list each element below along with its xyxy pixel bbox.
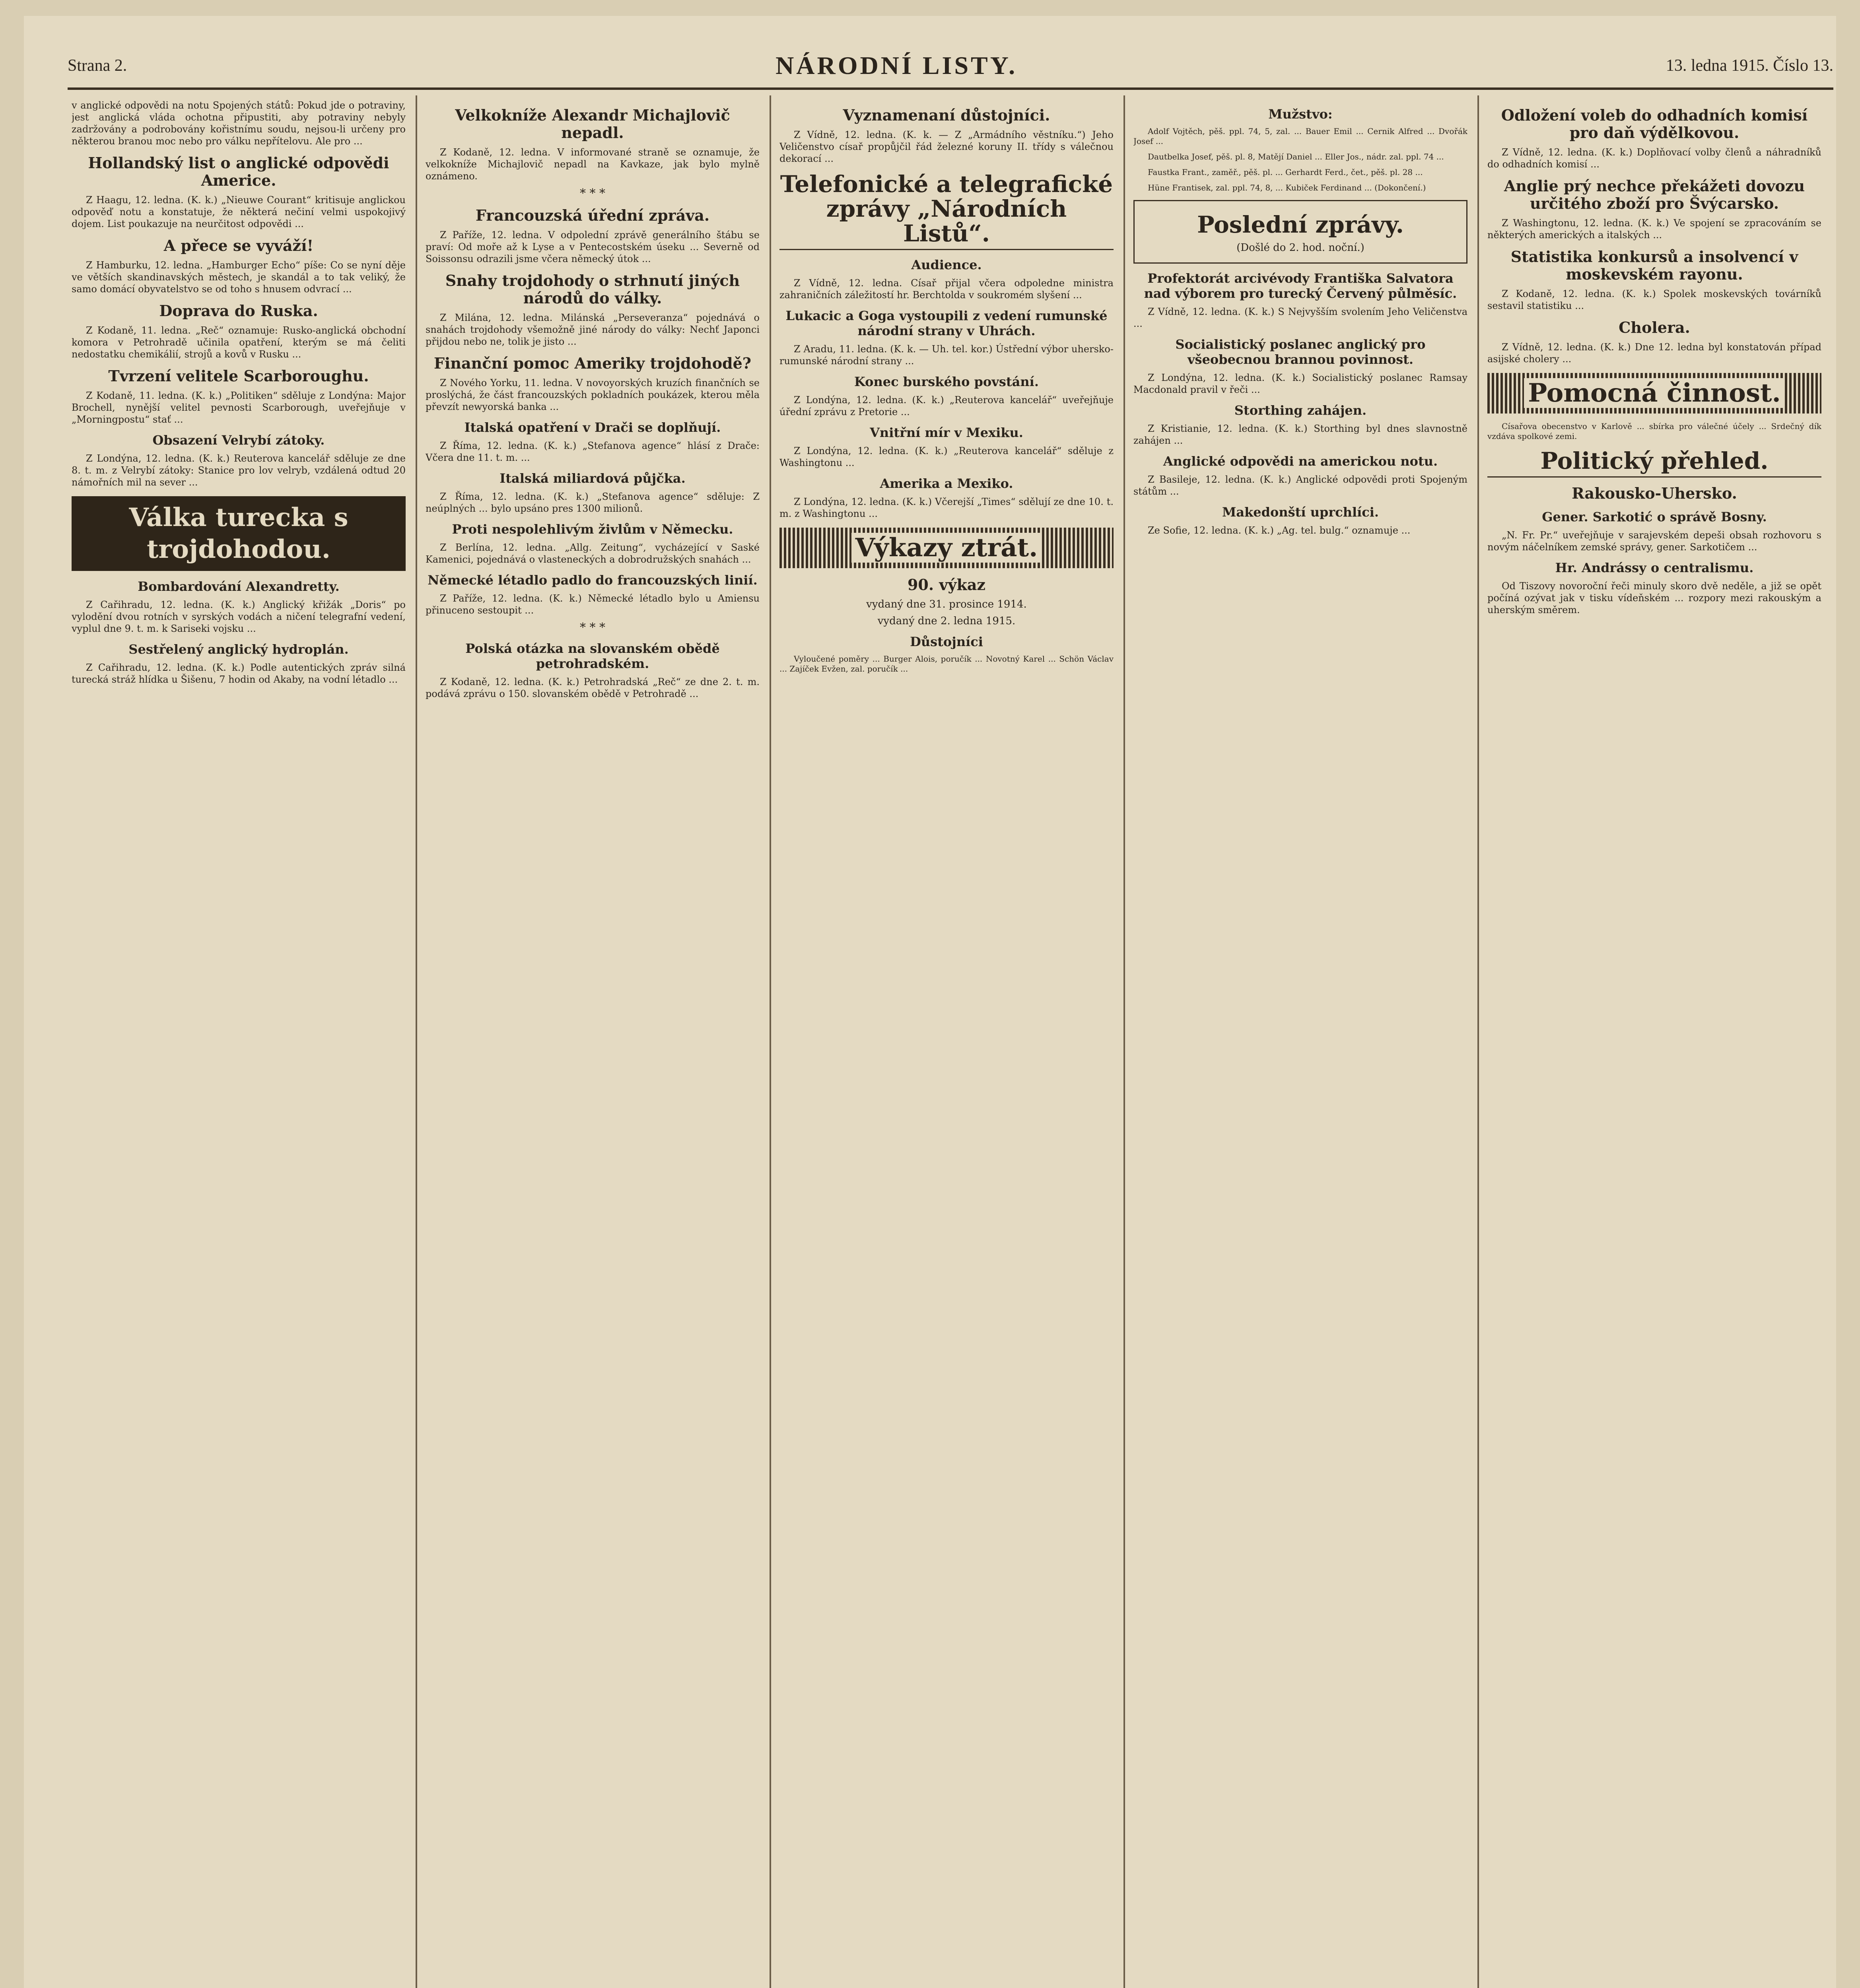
article-heading: Socialistický poslanec anglický pro všeobecnou brannou povinnost.: [1175, 337, 1426, 367]
article-text: Z Vídně, 12. ledna. Císař přijal včera odpoledne ministra zahraničních záležitostí hr. Berchtolda v soukromém slyšení ...: [779, 278, 1114, 301]
latest-news-box: [1133, 200, 1467, 264]
article-heading: Hollandský list o anglické odpovědi Americe.: [88, 154, 389, 189]
article-heading: Rakousko-Uhersko.: [1572, 484, 1737, 502]
article-text: Ze Sofie, 12. ledna. (K. k.) „Ag. tel. bulg.“ oznamuje ...: [1148, 525, 1411, 536]
article-heading: Mužstvo:: [1268, 107, 1333, 122]
banner-text: Pomocná činnost.: [1524, 378, 1785, 408]
section-subtitle: (Došlé do 2. hod. noční.): [1236, 242, 1364, 254]
article-text: Z Basileje, 12. ledna. (K. k.) Anglické odpovědi proti Spojeným státům ...: [1133, 474, 1467, 497]
article-heading: Vnitřní mír v Mexiku.: [870, 425, 1023, 440]
article-text: Z Říma, 12. ledna. (K. k.) „Stefanova agence“ sděluje: Z neúplných ... bylo upsáno pres 1300 milionů.: [426, 491, 760, 514]
column-rule: [416, 95, 417, 1988]
section-banner: Poslední zprávy.: [1197, 211, 1404, 238]
column-rule: [770, 95, 771, 1988]
column-rule: [1477, 95, 1479, 1988]
section-banner: Politický přehled.: [1487, 448, 1821, 478]
article-text: Z Kodaně, 12. ledna. (K. k.) Petrohradská „Reč“ ze dne 2. t. m. podává zprávu o 150. slovanském obědě v Petrohradě ...: [426, 676, 760, 699]
article-heading: Cholera.: [1619, 318, 1690, 336]
article-heading: Sestřelený anglický hydroplán.: [128, 642, 349, 657]
casualty-list: Dautbelka Josef, pěš. pl. 8, Matějí Daniel ... Eller Jos., nádr. zal. ppl. 74 ...: [1148, 152, 1444, 161]
column-5: [1487, 99, 1821, 1988]
article-heading: Lukacic a Goga vystoupili z vedení rumunské národní strany v Uhrách.: [785, 308, 1108, 338]
article-heading: Gener. Sarkotić o správě Bosny.: [1542, 509, 1767, 524]
article-text: Od Tiszovy novoroční řeči minuly skoro dvě neděle, a již se opět počíná ozývat jak v tisku vídeňském ... rozpory mezi rakouským a uherským směrem.: [1487, 580, 1821, 615]
article-text: Z Milána, 12. ledna. Milánská „Perseveranza“ pojednává o snahách trojdohody všemožně jiné národy do války: Nechť Japonci přijdou nebo ne, tolik je jisto ...: [426, 312, 760, 347]
article-heading: Italská opatření v Drači se doplňují.: [464, 420, 721, 435]
column-1: [72, 99, 406, 1988]
list-date: vydaný dne 2. ledna 1915.: [877, 615, 1016, 627]
article-heading: Anglie prý nechce překážeti dovozu určitého zboží pro Švýcarsko.: [1504, 177, 1805, 212]
article-heading: Německé létadlo padlo do francouzských linií.: [428, 573, 758, 588]
article-heading: Profektorát arcivévody Františka Salvatora nad výborem pro turecký Červený půlměsíc.: [1144, 271, 1457, 301]
masthead: [68, 44, 1833, 90]
casualty-list: Adolf Vojtěch, pěš. ppl. 74, 5, zal. ... Bauer Emil ... Cernik Alfred ... Dvořák Josef ...: [1133, 126, 1467, 146]
article-heading: Konec burského povstání.: [854, 374, 1039, 389]
article-text: Z Vídně, 12. ledna. (K. k.) Dne 12. ledna byl konstatován případ asijské cholery ...: [1487, 342, 1821, 365]
article-text: Z Kodaně, 12. ledna. V informované straně se oznamuje, že velkokníže Michajlovič nepadl na Kavkaze, jak bylo mylně oznámeno.: [426, 147, 760, 182]
article-text: Z Vídně, 12. ledna. (K. k.) Doplňovací volby členů a náhradníků do odhadních komisí ...: [1487, 147, 1821, 170]
article-heading: Makedonští uprchlíci.: [1222, 505, 1379, 520]
article-text: Z Aradu, 11. ledna. (K. k. — Uh. tel. kor.) Ústřední výbor uhersko-rumunské národní strany ...: [779, 344, 1114, 367]
article-heading: Snahy trojdohody o strhnutí jiných národů do války.: [445, 272, 740, 307]
article-heading: Francouzská úřední zpráva.: [475, 206, 710, 224]
article-text: Z Londýna, 12. ledna. (K. k.) Včerejší „Times“ sdělují ze dne 10. t. m. z Washingtonu ...: [779, 496, 1114, 519]
casualty-list: Hüne Frantisek, zal. ppl. 74, 8, ... Kubiček Ferdinand ... (Dokončení.): [1148, 183, 1426, 192]
article-heading: Hr. Andrássy o centralismu.: [1555, 560, 1754, 575]
newspaper-title: NÁRODNÍ LISTY.: [775, 51, 1018, 80]
article-text: Z Paříže, 12. ledna. V odpolední zprávě generálního štábu se praví: Od moře až k Lyse a v Pentecostském úseku ... Severně od Soissonsu odrazili jsme včera německý útok ...: [426, 229, 760, 264]
article-heading: Velkokníže Alexandr Michajlovič nepadl.: [455, 106, 730, 142]
article-text: Z Říma, 12. ledna. (K. k.) „Stefanova agence“ hlásí z Drače: Včera dne 11. t. m. ...: [426, 440, 760, 463]
article-text: Z Londýna, 12. ledna. (K. k.) „Reuterova kancelář“ uveřejňuje úřední zprávu z Pretorie ...: [779, 394, 1114, 417]
article-text: Z Kodaně, 11. ledna. „Reč“ oznamuje: Rusko-anglická obchodní komora v Petrohradě učinila opatření, kterým se má čeliti nedostatku chemikálií, strojů a kovů v Rusku ...: [72, 325, 406, 360]
article-text: Z Berlína, 12. ledna. „Allg. Zeitung“, vycházející v Saské Kamenici, pojednává o vlasteneckých a dobrodružských snahách ...: [426, 542, 760, 565]
article-heading: Storthing zahájen.: [1234, 403, 1367, 418]
article-text: v anglické odpovědi na notu Spojených států: Pokud jde o potraviny, jest anglická vláda ochotna připustiti, aby potraviny nebyly zadržovány a podrobovány kořistnímu soudu, nejsou-li určeny pro některou branou moc nebo pro válku nepřítelovu. Ale pro ...: [72, 100, 406, 147]
separator-asterisks: * * *: [579, 621, 606, 635]
article-heading: Tvrzení velitele Scarboroughu.: [108, 367, 369, 385]
article-text: Z Londýna, 12. ledna. (K. k.) „Reuterova kancelář“ sděluje z Washingtonu ...: [779, 445, 1114, 468]
list-date: vydaný dne 31. prosince 1914.: [866, 598, 1027, 610]
article-heading: Doprava do Ruska.: [159, 302, 318, 320]
article-text: Z Londýna, 12. ledna. (K. k.) Reuterova kancelář sděluje ze dne 8. t. m. z Velrybí zátoky: Stanice pro lov velryb, vzdálená odtud 20 námořních mil na sever ...: [72, 453, 406, 488]
article-text: Z Cařihradu, 12. ledna. (K. k.) Podle autentických zpráv silná turecká stráž hlídka u Šišenu, 7 hodin od Akaby, na vodní létadlo ...: [72, 662, 406, 685]
column-4: [1133, 99, 1467, 1988]
column-3: [779, 99, 1114, 1988]
section-banner: [779, 528, 1114, 568]
article-text: Z Nového Yorku, 11. ledna. V novoyorských kruzích finančních se proslýchá, že část francouzských pokladních poukázek, kterou měla převzít newyorská banka ...: [426, 377, 760, 412]
banner-text: Výkazy ztrát.: [851, 533, 1042, 563]
casualty-list: Vyloučené poměry ... Burger Alois, poručík ... Novotný Karel ... Schön Václav ... Zajíček Evžen, zal. poručík ...: [779, 654, 1114, 674]
article-heading: Amerika a Mexiko.: [880, 476, 1013, 491]
article-text: „N. Fr. Pr.“ uveřejňuje v sarajevském depeši obsah rozhovoru s novým náčelníkem zemské správy, gener. Sarkotičem ...: [1487, 530, 1821, 553]
separator-asterisks: * * *: [579, 186, 606, 200]
article-text: Z Vídně, 12. ledna. (K. k. — Z „Armádního věstníku.“) Jeho Veličenstvo císař propůjčil řád železné koruny II. třídy s válečnou dekorací ...: [779, 129, 1114, 164]
article-heading: Anglické odpovědi na americkou notu.: [1163, 454, 1438, 469]
article-heading: Odložení voleb do odhadních komisí pro daň výdělkovou.: [1501, 106, 1808, 142]
article-text: Z Hamburku, 12. ledna. „Hamburger Echo“ píše: Co se nyní děje ve větších skandinavských městech, je skandál a to tak veliký, že samo domácí obyvatelstvo se od toho s hnusem odvrací ...: [72, 260, 406, 295]
article-heading: Audience.: [911, 257, 982, 272]
article-heading: Vyznamenaní důstojníci.: [843, 106, 1050, 124]
column-2: [426, 99, 760, 1988]
article-heading: A přece se vyváží!: [163, 237, 314, 254]
newspaper-page: [24, 16, 1836, 1988]
section-banner: Válka turecka s trojdohodou.: [72, 496, 406, 571]
article-heading: Statistika konkursů a insolvencí v moskevském rayonu.: [1510, 248, 1798, 283]
article-text: Z Kristianie, 12. ledna. (K. k.) Storthing byl dnes slavnostně zahájen ...: [1133, 423, 1467, 446]
article-heading: Finanční pomoc Ameriky trojdohodě?: [433, 354, 752, 372]
article-text: Z Washingtonu, 12. ledna. (K. k.) Ve spojení se zpracováním se některých amerických a italských ...: [1487, 217, 1821, 241]
article-heading: Bombardování Alexandretty.: [138, 579, 340, 594]
list-number: 90. výkaz: [907, 576, 986, 594]
section-banner: [1487, 373, 1821, 414]
article-text: Z Londýna, 12. ledna. (K. k.) Socialistický poslanec Ramsay Macdonald pravil v řeči ...: [1133, 372, 1467, 395]
column-rule: [1123, 95, 1125, 1988]
section-banner: Telefonické a telegrafické zprávy „Národních Listů“.: [779, 172, 1114, 250]
article-heading: Proti nespolehlivým živlům v Německu.: [452, 522, 733, 537]
article-text: Z Paříže, 12. ledna. (K. k.) Německé létadlo bylo u Amiensu přinuceno sestoupit ...: [426, 593, 760, 616]
article-text: Z Kodaně, 12. ledna. (K. k.) Spolek moskevských továrníků sestavil statistiku ...: [1487, 288, 1821, 311]
list-subheading: Důstojníci: [910, 634, 983, 649]
article-text: Z Haagu, 12. ledna. (K. k.) „Nieuwe Courant“ kritisuje anglickou odpověď notu a konstatuje, že některá nečiní velmi uspokojivý dojem. List poukazuje na neurčitost odpovědi ...: [72, 194, 406, 229]
article-heading: Italská miliardová půjčka.: [499, 471, 686, 486]
article-heading: Polská otázka na slovanském obědě petrohradském.: [465, 641, 720, 671]
article-text: Z Kodaně, 11. ledna. (K. k.) „Politiken“ sděluje z Londýna: Major Brochell, nynější velitel pevnosti Scarborough, uveřejňuje v „Morningpostu“ stať ...: [72, 390, 406, 425]
casualty-list: Faustka Frant., zaměř., pěš. pl. ... Gerhardt Ferd., čet., pěš. pl. 28 ...: [1148, 167, 1423, 177]
article-text: Z Cařihradu, 12. ledna. (K. k.) Anglický křižák „Doris“ po vylodění dvou rotních v syrských vodách a ničení telegrafní vedení, vyplul dne 9. t. m. k Sariseki vojsku ...: [72, 599, 406, 634]
article-text: Z Vídně, 12. ledna. (K. k.) S Nejvyšším svolením Jeho Veličenstva ...: [1133, 306, 1467, 329]
article-text: Císařova obecenstvo v Karlově ... sbírka pro válečné účely ... Srdečný dík vzdáva spolkové zemi.: [1487, 421, 1821, 441]
article-heading: Obsazení Velrybí zátoky.: [152, 433, 325, 448]
page-number: Strana 2.: [68, 56, 127, 75]
issue-date: 13. ledna 1915. Číslo 13.: [1666, 56, 1833, 75]
